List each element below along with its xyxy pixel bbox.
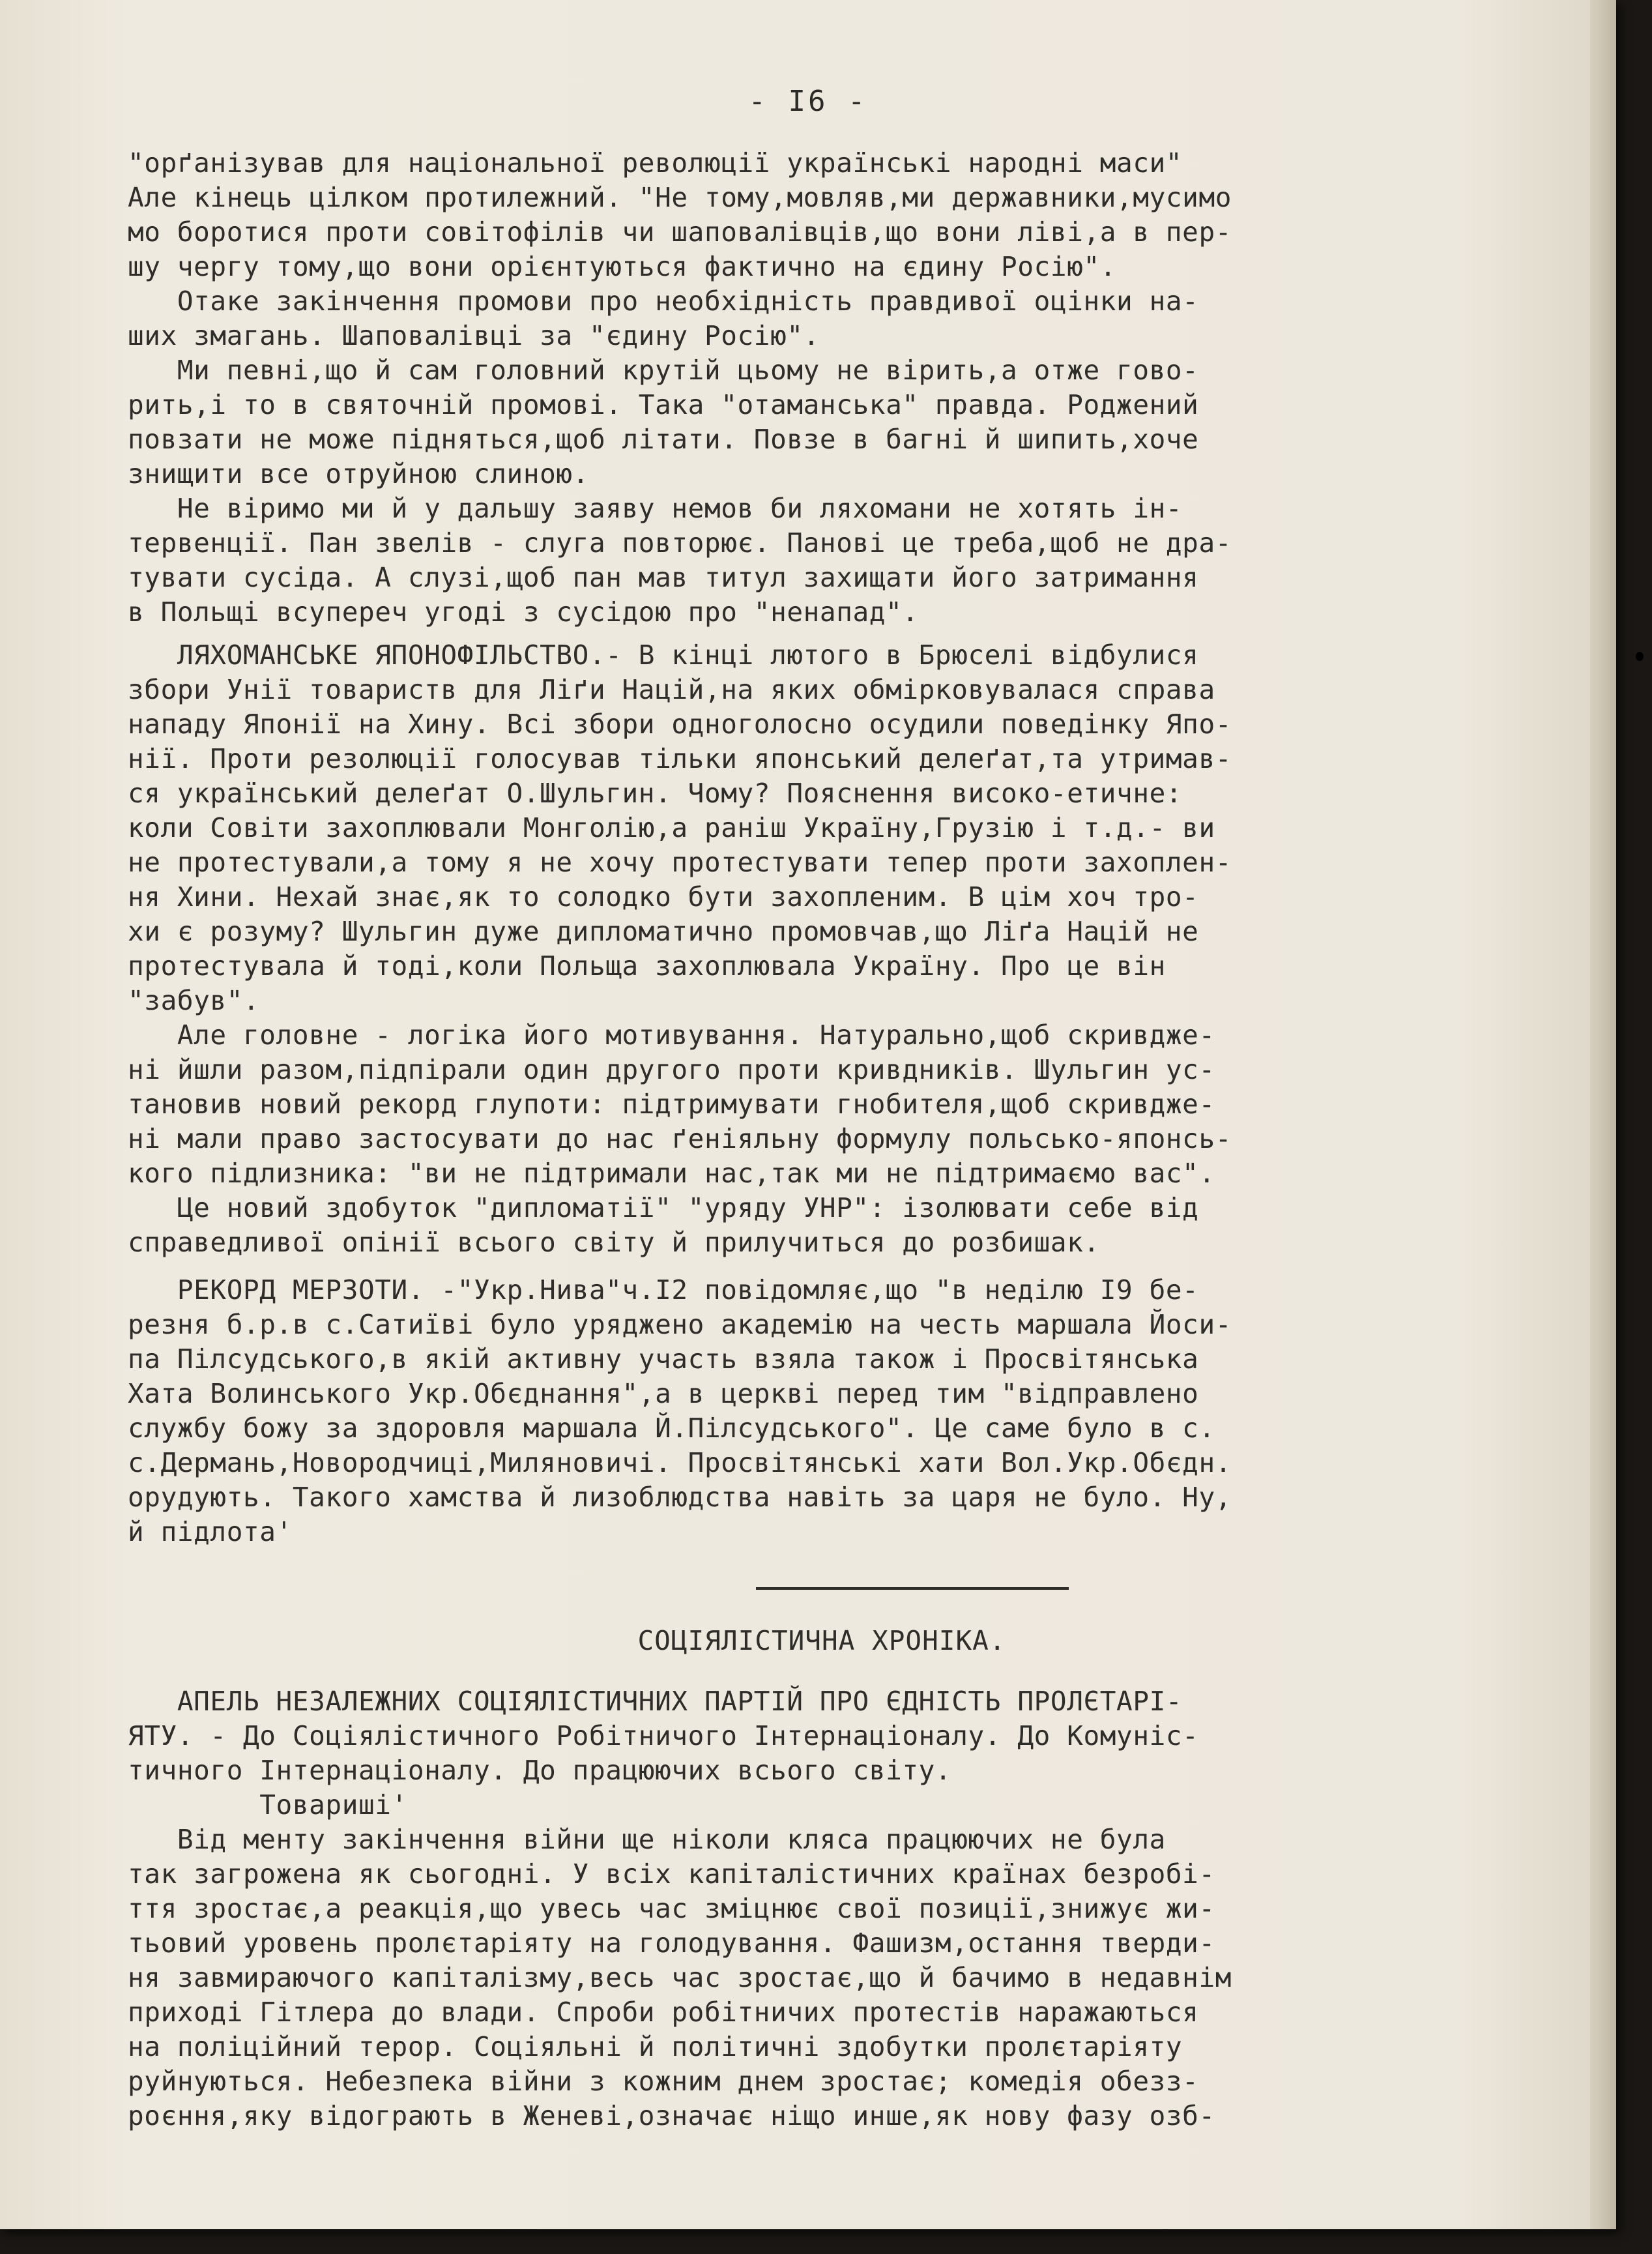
text-line: тувати сусіда. А слузі,щоб пан мав титул захищати його затримання <box>128 562 1199 593</box>
text-line: знищити все отруйною слиною. <box>128 458 589 490</box>
text-line: Але головне - логіка його мотивування. Натурально,щоб скривдже- <box>128 1019 1215 1051</box>
text-line: мо боротися проти совітофілів чи шаповалівців,що вони ліві,а в пер- <box>128 216 1232 248</box>
paragraph-gap <box>128 630 1516 638</box>
paragraph-5 <box>128 638 1516 1018</box>
text-line: ні мали право застосувати до нас ґеніяльну формулу польсько-японсь- <box>128 1123 1232 1154</box>
paragraph-gap <box>128 1260 1516 1273</box>
text-line: приході Гітлера до влади. Спроби робітничих протестів наражаються <box>128 1997 1199 2028</box>
text-line: ЯТУ. - До Соціялістичного Робітничого Інтернаціоналу. До Комуніс- <box>128 1720 1199 1751</box>
text-line: па Пілсудського,в якій активну участь взяла також і Просвітянська <box>128 1343 1199 1375</box>
text-line: коли Совіти захоплювали Монголію,а раніш Україну,Грузію і т.д.- ви <box>128 812 1215 843</box>
text-line: Але кінець цілком протилежний. "Не тому,мовляв,ми державники,мусимо <box>128 182 1232 213</box>
text-line: Хата Волинського Укр.Обєднання",а в церкві перед тим "відправлено <box>128 1378 1199 1409</box>
document-body <box>128 146 1516 2133</box>
text-line: й підлота' <box>128 1516 293 1547</box>
text-line: так загрожена як сьогодні. У всіх капіталістичних країнах безробі- <box>128 1858 1215 1890</box>
text-line: шу чергу тому,що вони орієнтуються фактично на єдину Росію". <box>128 251 1117 282</box>
text-line: с.Дермань,Новородчиці,Миляновичі. Просвітянські хати Вол.Укр.Обєдн. <box>128 1447 1232 1478</box>
text-line: РЕКОРД МЕРЗОТИ. -"Укр.Нива"ч.I2 повідомляє,що "в неділю I9 бе- <box>128 1274 1199 1306</box>
text-line: Товариші' <box>128 1789 408 1821</box>
text-line: кого підлизника: "ви не підтримали нас,так ми не підтримаємо вас". <box>128 1158 1215 1189</box>
paragraph-8 <box>128 1273 1516 1549</box>
text-line: тичного Інтернаціоналу. До працюючих всього світу. <box>128 1755 952 1786</box>
paragraph-9 <box>128 1684 1516 1822</box>
text-line: Це новий здобуток "дипломатії" "уряду УНР": ізолювати себе від <box>128 1192 1199 1223</box>
text-line: резня б.р.в с.Сатиїві було уряджено академію на честь маршала Йоси- <box>128 1309 1232 1340</box>
text-line: ні йшли разом,підпірали один другого проти кривдників. Шульгин ус- <box>128 1054 1215 1085</box>
paragraph-3 <box>128 353 1516 491</box>
text-line: тановив новий рекорд глупоти: підтримувати гнобителя,щоб скривдже- <box>128 1089 1215 1120</box>
text-line: Від менту закінчення війни ще ніколи кляса працюючих не була <box>128 1824 1166 1855</box>
text-line: збори Унії товариств для Ліґи Націй,на яких обмірковувалася справа <box>128 674 1215 705</box>
text-line: "орґанізував для національної революції українські народні маси" <box>128 147 1183 179</box>
text-line: ся український делеґат О.Шульгин. Чому? Пояснення високо-етичне: <box>128 778 1183 809</box>
text-line: на поліційний терор. Соціяльні й політичні здобутки пролєтаріяту <box>128 2031 1183 2062</box>
text-line: справедливої опінії всього світу й прилучиться до розбишак. <box>128 1227 1100 1258</box>
text-line: хи є розуму? Шульгин дуже дипломатично промовчав,що Ліґа Націй не <box>128 916 1199 947</box>
text-line: повзати не може підняться,щоб літати. Повзе в багні й шипить,хоче <box>128 424 1199 455</box>
paragraph-1 <box>128 146 1516 284</box>
text-line: "забув". <box>128 985 260 1016</box>
text-line: орудують. Такого хамства й лизоблюдства навіть за царя не було. Ну, <box>128 1482 1232 1513</box>
page-number: - I6 - <box>748 85 868 118</box>
paragraph-4 <box>128 491 1516 630</box>
text-line: Не віримо ми й у дальшу заяву немов би ляхомани не хотять ін- <box>128 493 1183 524</box>
text-line: роєння,яку відограють в Женеві,означає ніщо инше,як нову фазу озб- <box>128 2100 1215 2131</box>
text-line: протестувала й тоді,коли Польща захоплювала Україну. Про це він <box>128 950 1166 982</box>
text-line: ня завмираючого капіталізму,весь час зростає,що й бачимо в недавнім <box>128 1962 1232 1993</box>
text-line: тервенції. Пан звелів - слуга повторює. Панові це треба,щоб не дра- <box>128 527 1232 559</box>
text-line: ня Хини. Нехай знає,як то солодко бути захопленим. В цім хоч тро- <box>128 881 1199 913</box>
text-line: в Польщі всупереч угоді з сусідою про "ненапад". <box>128 596 919 628</box>
text-line: Отаке закінчення промови про необхідність правдивої оцінки на- <box>128 285 1199 317</box>
text-line: ЛЯХОМАНСЬКЕ ЯПОНОФІЛЬСТВО.- В кінці лютого в Брюселі відбулися <box>128 639 1199 671</box>
text-line: АПЕЛЬ НЕЗАЛЕЖНИХ СОЦІЯЛІСТИЧНИХ ПАРТІЙ ПРО ЄДНІСТЬ ПРОЛЄТАРІ- <box>128 1686 1183 1717</box>
text-line: нападу Японії на Хину. Всі збори одноголосно осудили поведінку Япо- <box>128 709 1232 740</box>
paragraph-10 <box>128 1822 1516 2133</box>
text-line: ття зростає,а реакція,що увесь час зміцнює свої позиції,знижує жи- <box>128 1893 1215 1924</box>
section-heading: СОЦІЯЛІСТИЧНА ХРОНІКА. <box>637 1625 1006 1656</box>
binding-hole <box>1636 652 1644 661</box>
text-line: нії. Проти резолюції голосував тільки японський делеґат,та утримав- <box>128 743 1232 774</box>
text-line: ших змагань. Шаповалівці за "єдину Росію". <box>128 320 820 351</box>
text-line: Ми певні,що й сам головний крутій цьому не вірить,а отже гово- <box>128 355 1199 386</box>
text-line: рить,і то в святочній промові. Така "отаманська" правда. Роджений <box>128 389 1199 420</box>
paragraph-7 <box>128 1191 1516 1260</box>
paragraph-6 <box>128 1018 1516 1191</box>
text-line: тьовий уровень пролєтаріяту на голодування. Фашизм,остання тверди- <box>128 1927 1215 1959</box>
text-line: службу божу за здоровля маршала Й.Пілсудського". Це саме було в с. <box>128 1412 1215 1444</box>
paragraph-2 <box>128 284 1516 353</box>
page-edge-shadow <box>1590 0 1616 2229</box>
text-line: руйнуються. Небезпека війни з кожним днем зростає; комедія обезз- <box>128 2066 1199 2097</box>
text-line: не протестували,а тому я не хочу протестувати тепер проти захоплен- <box>128 847 1232 878</box>
section-divider <box>756 1587 1069 1590</box>
